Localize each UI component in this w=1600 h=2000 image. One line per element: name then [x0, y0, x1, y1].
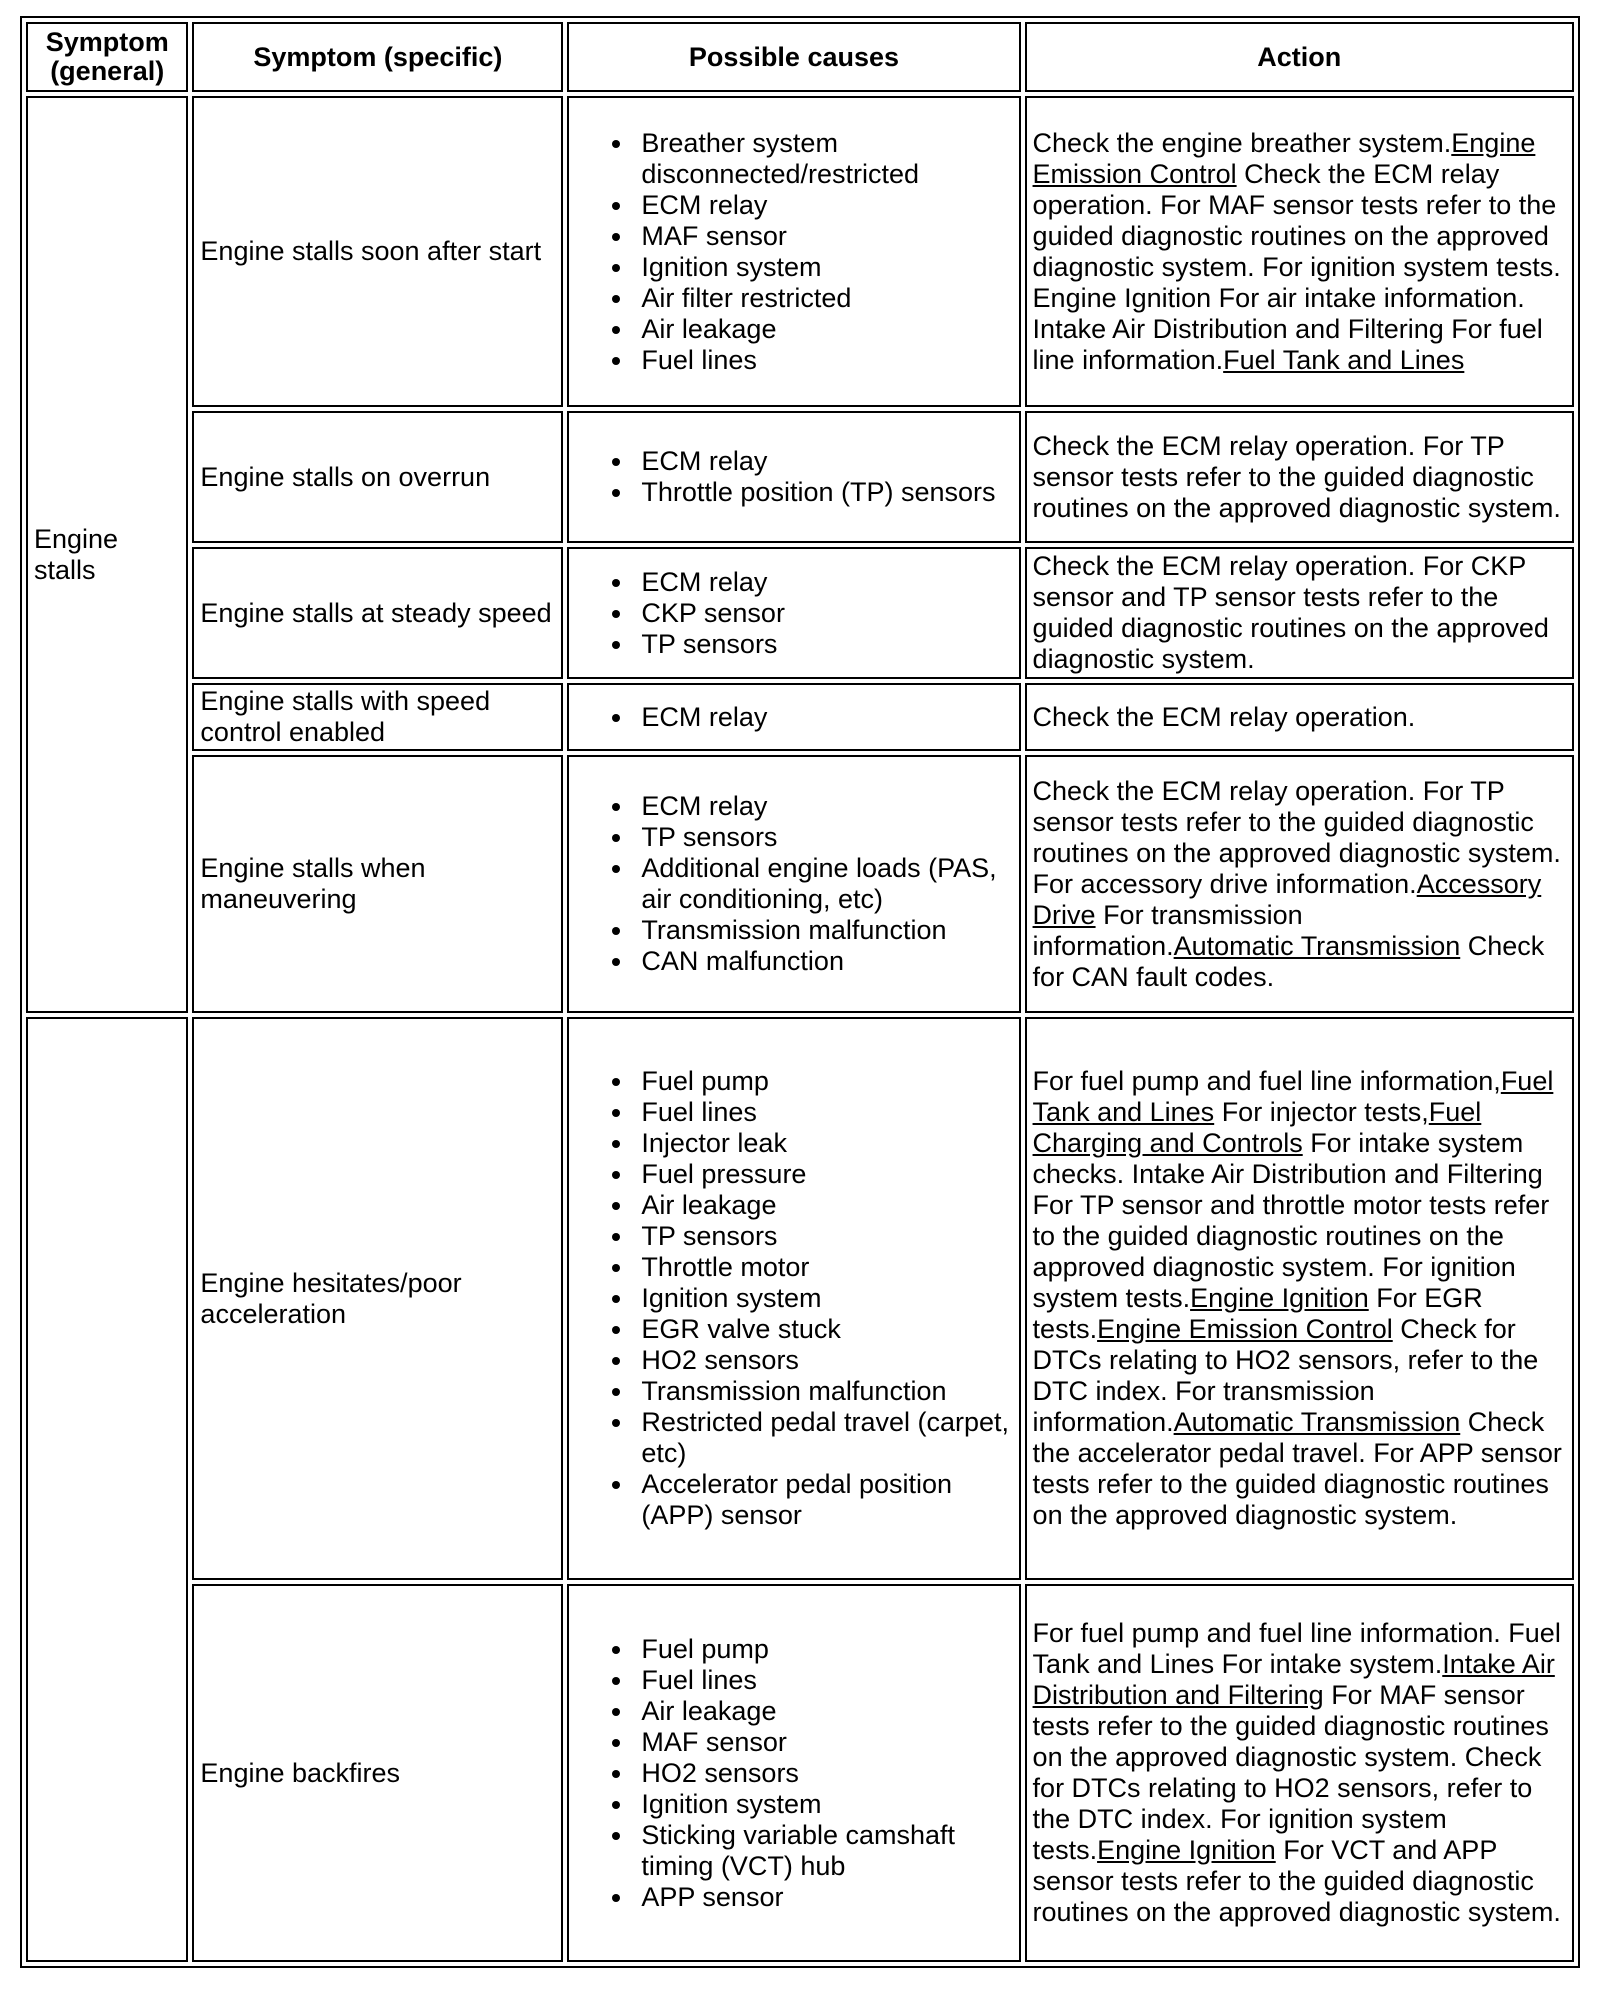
- header-causes: Possible causes: [567, 22, 1020, 92]
- action-text: Check the ECM relay operation.: [1032, 701, 1416, 732]
- cause-item: • ECM relay: [635, 567, 1012, 598]
- action-cell: [1025, 547, 1574, 679]
- action-link[interactable]: Fuel Tank and Lines: [1223, 344, 1465, 375]
- action-text: For transmission information.: [1032, 899, 1303, 961]
- cause-item: • MAF sensor: [635, 221, 1012, 252]
- cause-item: • Air leakage: [635, 1696, 1012, 1727]
- action-link[interactable]: Automatic Transmission: [1173, 930, 1461, 961]
- cause-item: • APP sensor: [635, 1882, 1012, 1913]
- possible-causes-cell: [567, 683, 1020, 751]
- action-cell: [1025, 755, 1574, 1013]
- action-link[interactable]: Automatic Transmission: [1173, 1407, 1461, 1437]
- action-text: Check the ECM relay operation. For MAF sensor tests refer to the guided diagnostic routines on the approved diagnostic system. For ignition system tests. Engine Ignition For air intake information. Intake Air Distribution and Filtering For fuel line information.: [1032, 158, 1561, 375]
- causes-list: [575, 702, 1012, 733]
- cause-item: • Breather system disconnected/restricted: [635, 128, 1012, 190]
- cause-item: • CAN malfunction: [635, 946, 1012, 977]
- symptom-specific-cell: Engine stalls with speed control enabled: [192, 683, 563, 751]
- cause-item: • ECM relay: [635, 791, 1012, 822]
- symptom-general-cell: [26, 1017, 188, 1962]
- possible-causes-cell: [567, 547, 1020, 679]
- cause-item: • CKP sensor: [635, 598, 1012, 629]
- action-text: For injector tests,: [1214, 1097, 1429, 1127]
- header-general: Symptom (general): [26, 22, 188, 92]
- action-cell: [1025, 1584, 1574, 1962]
- cause-item: • TP sensors: [635, 1221, 1012, 1252]
- symptom-specific-cell: Engine stalls when maneuvering: [192, 755, 563, 1013]
- cause-item: • ECM relay: [635, 702, 1012, 733]
- cause-item: • Restricted pedal travel (carpet, etc): [635, 1407, 1012, 1469]
- action-text: For fuel pump and fuel line information,: [1032, 1066, 1501, 1096]
- table-row: [26, 755, 1574, 1013]
- action-link[interactable]: Engine Ignition: [1097, 1835, 1276, 1865]
- table-row: [26, 547, 1574, 679]
- cause-item: • HO2 sensors: [635, 1345, 1012, 1376]
- cause-item: • Air leakage: [635, 314, 1012, 345]
- action-text: Check the engine breather system.: [1032, 127, 1452, 158]
- causes-list: [575, 128, 1012, 376]
- cause-item: • Injector leak: [635, 1128, 1012, 1159]
- causes-list: [575, 446, 1012, 508]
- action-text: Check for CAN fault codes.: [1032, 930, 1545, 992]
- action-text: For fuel pump and fuel line information. Fuel Tank and Lines For intake system.: [1032, 1618, 1561, 1679]
- action-cell: [1025, 1017, 1574, 1580]
- cause-item: • Ignition system: [635, 1283, 1012, 1314]
- symptom-table: [20, 16, 1580, 1968]
- action-text: For intake system checks. Intake Air Distribution and Filtering For TP sensor and throttle motor tests refer to the guided diagnostic routines on the approved diagnostic system. For ignition system tests.: [1032, 1128, 1550, 1313]
- cause-item: • HO2 sensors: [635, 1758, 1012, 1789]
- symptom-specific-cell: Engine stalls at steady speed: [192, 547, 563, 679]
- cause-item: • Transmission malfunction: [635, 1376, 1012, 1407]
- causes-list: [575, 1066, 1012, 1531]
- table-row: [26, 683, 1574, 751]
- action-text: For VCT and APP sensor tests refer to the guided diagnostic routines on the approved diagnostic system.: [1032, 1835, 1561, 1927]
- cause-item: • Throttle motor: [635, 1252, 1012, 1283]
- possible-causes-cell: [567, 411, 1020, 543]
- action-link[interactable]: Accessory Drive: [1032, 868, 1542, 930]
- cause-item: • Throttle position (TP) sensors: [635, 477, 1012, 508]
- cause-item: • Transmission malfunction: [635, 915, 1012, 946]
- table-row: [26, 1584, 1574, 1962]
- possible-causes-cell: [567, 1584, 1020, 1962]
- cause-item: • Ignition system: [635, 252, 1012, 283]
- action-text: Check for DTCs relating to HO2 sensors, refer to the DTC index. For transmission information.: [1032, 1314, 1539, 1437]
- possible-causes-cell: [567, 755, 1020, 1013]
- cause-item: • Fuel pressure: [635, 1159, 1012, 1190]
- cause-item: • Air filter restricted: [635, 283, 1012, 314]
- symptom-specific-cell: Engine stalls on overrun: [192, 411, 563, 543]
- action-link[interactable]: Engine Ignition: [1190, 1283, 1369, 1313]
- cause-item: • MAF sensor: [635, 1727, 1012, 1758]
- causes-list: [575, 1634, 1012, 1913]
- symptom-specific-cell: Engine stalls soon after start: [192, 96, 563, 407]
- symptom-specific-cell: Engine hesitates/poor acceleration: [192, 1017, 563, 1580]
- header-specific: Symptom (specific): [192, 22, 563, 92]
- cause-item: • ECM relay: [635, 446, 1012, 477]
- action-text: Check the ECM relay operation. For CKP sensor and TP sensor tests refer to the guided diagnostic routines on the approved diagnostic system.: [1032, 551, 1549, 674]
- action-link[interactable]: Intake Air Distribution and Filtering: [1032, 1649, 1555, 1710]
- causes-list: [575, 791, 1012, 977]
- cause-item: • TP sensors: [635, 822, 1012, 853]
- action-link[interactable]: Fuel Tank and Lines: [1032, 1066, 1554, 1127]
- cause-item: • EGR valve stuck: [635, 1314, 1012, 1345]
- table-row: [26, 411, 1574, 543]
- cause-item: • Accelerator pedal position (APP) sensor: [635, 1469, 1012, 1531]
- header-action: Action: [1025, 22, 1574, 92]
- header-row: [26, 22, 1574, 92]
- cause-item: • Sticking variable camshaft timing (VCT) hub: [635, 1820, 1012, 1882]
- symptom-specific-cell: Engine backfires: [192, 1584, 563, 1962]
- causes-list: [575, 567, 1012, 660]
- action-text: For EGR tests.: [1032, 1283, 1483, 1344]
- cause-item: • TP sensors: [635, 629, 1012, 660]
- cause-item: • Fuel lines: [635, 1665, 1012, 1696]
- symptom-general-cell: Engine stalls: [26, 96, 188, 1013]
- cause-item: • Additional engine loads (PAS, air conditioning, etc): [635, 853, 1012, 915]
- cause-item: • Fuel pump: [635, 1634, 1012, 1665]
- table-body: [26, 96, 1574, 1962]
- table-row: [26, 1017, 1574, 1580]
- cause-item: • Ignition system: [635, 1789, 1012, 1820]
- action-cell: [1025, 683, 1574, 751]
- cause-item: • Fuel pump: [635, 1066, 1012, 1097]
- action-cell: [1025, 411, 1574, 543]
- table-row: [26, 96, 1574, 407]
- action-link[interactable]: Engine Emission Control: [1097, 1314, 1393, 1344]
- cause-item: • Air leakage: [635, 1190, 1012, 1221]
- action-cell: [1025, 96, 1574, 407]
- action-text: Check the ECM relay operation. For TP sensor tests refer to the guided diagnostic routines on the approved diagnostic system.: [1032, 430, 1561, 523]
- cause-item: • Fuel lines: [635, 1097, 1012, 1128]
- possible-causes-cell: [567, 1017, 1020, 1580]
- action-link[interactable]: Engine Emission Control: [1032, 127, 1536, 189]
- action-text: For MAF sensor tests refer to the guided diagnostic routines on the approved diagnostic system. Check for DTCs relating to HO2 sensors, refer to the DTC index. For ignition system tests.: [1032, 1680, 1549, 1865]
- cause-item: • Fuel lines: [635, 345, 1012, 376]
- action-text: Check the accelerator pedal travel. For APP sensor tests refer to the guided diagnostic routines on the approved diagnostic system.: [1032, 1407, 1562, 1530]
- possible-causes-cell: [567, 96, 1020, 407]
- cause-item: • ECM relay: [635, 190, 1012, 221]
- action-link[interactable]: Fuel Charging and Controls: [1032, 1097, 1482, 1158]
- action-text: Check the ECM relay operation. For TP sensor tests refer to the guided diagnostic routines on the approved diagnostic system. For accessory drive information.: [1032, 775, 1561, 899]
